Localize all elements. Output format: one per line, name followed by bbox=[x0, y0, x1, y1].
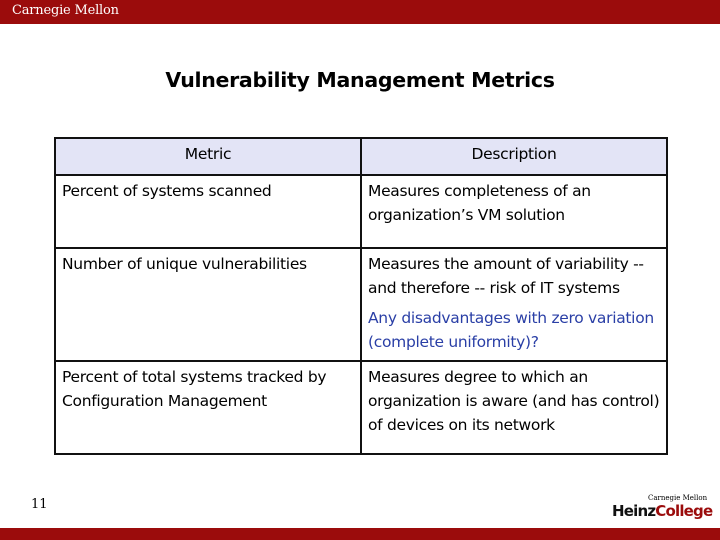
carnegie-mellon-logo: Carnegie Mellon bbox=[12, 3, 119, 18]
description-text: Measures completeness of an organization’s VM solution bbox=[368, 182, 591, 224]
page-number: 11 bbox=[31, 497, 48, 512]
metric-cell: Percent of systems scanned bbox=[55, 175, 361, 248]
heinz-logo-heinz: Heinz bbox=[612, 502, 656, 520]
metric-cell: Number of unique vulnerabilities bbox=[55, 248, 361, 361]
description-text: Measures degree to which an organization is aware (and has control) of devices on its network bbox=[368, 368, 660, 434]
heinz-logo-cmu-text: Carnegie Mellon bbox=[648, 494, 708, 502]
heinz-college-logo bbox=[612, 494, 713, 522]
table-header-row bbox=[55, 138, 667, 175]
column-header-description: Description bbox=[361, 138, 667, 175]
header-bar bbox=[0, 0, 720, 24]
table-row bbox=[55, 361, 667, 454]
discussion-question: Any disadvantages with zero variation (complete uniformity)? bbox=[368, 309, 654, 351]
heinz-logo-wordmark bbox=[612, 502, 712, 520]
description-cell bbox=[361, 175, 667, 248]
table-row bbox=[55, 175, 667, 248]
description-text: Measures the amount of variability -- and therefore -- risk of IT systems bbox=[368, 255, 644, 297]
metric-cell: Percent of total systems tracked by Configuration Management bbox=[55, 361, 361, 454]
column-header-metric: Metric bbox=[55, 138, 361, 175]
footer-bar bbox=[0, 528, 720, 540]
description-cell bbox=[361, 361, 667, 454]
metrics-table bbox=[54, 137, 668, 455]
description-cell bbox=[361, 248, 667, 361]
heinz-logo-college: College bbox=[655, 502, 713, 520]
table-row bbox=[55, 248, 667, 361]
slide-title: Vulnerability Management Metrics bbox=[165, 68, 555, 92]
